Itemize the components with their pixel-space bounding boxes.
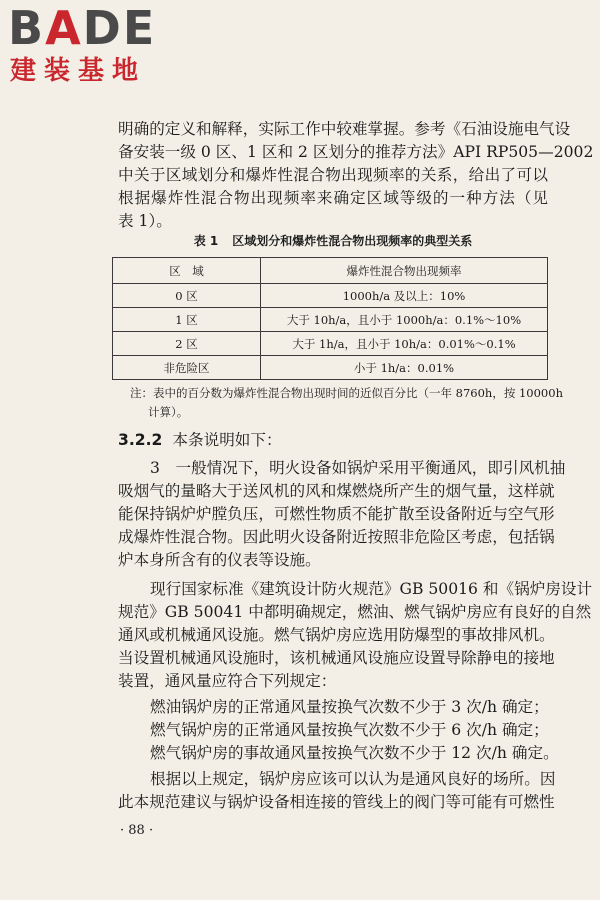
section-title: 本条说明如下： — [172, 431, 282, 449]
table-header-row — [113, 258, 548, 284]
paragraph-line: 现行国家标准《建筑设计防火规范》GB 50016 和《锅炉房设计 — [150, 580, 593, 598]
paragraph-line: 备安装一级 0 区、1 区和 2 区划分的推荐方法》API RP505—2002 — [118, 143, 594, 161]
bade-logo — [8, 1, 180, 94]
paragraph-line: 表 1）。 — [118, 212, 172, 230]
paragraph-line: 根据以上规定，锅炉房应该可以认为是通风良好的场所。因 — [150, 770, 556, 788]
table-cell-frequency: 1000h/a 及以上：10% — [261, 284, 548, 308]
table-cell-zone: 1 区 — [113, 308, 261, 332]
section-number: 3.2.2 — [118, 431, 163, 449]
paragraph-line: 此本规范建议与锅炉设备相连接的管线上的阀门等可能有可燃性 — [118, 793, 555, 811]
logo-wordmark: BADE — [8, 1, 157, 55]
table-cell-frequency: 小于 1h/a：0.01% — [261, 356, 548, 380]
table-header-frequency: 爆炸性混合物出现频率 — [261, 258, 548, 284]
table-header-zone: 区 域 — [113, 258, 261, 284]
table-caption-number: 表 1 — [193, 234, 219, 248]
paragraph-line: 装置，通风量应符合下列规定： — [118, 672, 337, 690]
table-caption — [118, 232, 548, 250]
page-number: · 88 · — [120, 823, 154, 838]
table-row — [113, 308, 548, 332]
table-row — [113, 332, 548, 356]
table-note-continued: 计算）。 — [148, 405, 189, 419]
logo-subtitle: 建装基地 — [10, 56, 147, 86]
table-cell-zone: 2 区 — [113, 332, 261, 356]
table-caption-title: 区域划分和爆炸性混合物出现频率的典型关系 — [232, 234, 473, 248]
paragraph-line: 中关于区域划分和爆炸性混合物出现频率的关系，给出了可以 — [118, 166, 548, 184]
list-item: 燃气锅炉房的事故通风量按换气次数不少于 12 次/h 确定。 — [150, 744, 559, 762]
table-row — [113, 356, 548, 380]
paragraph-line: 成爆炸性混合物。因此明火设备附近按照非危险区考虑，包括锅 — [118, 528, 555, 546]
paragraph-line: 规范》GB 50041 中都明确规定，燃油、燃气锅炉房应有良好的自然 — [118, 603, 592, 621]
table-cell-frequency: 大于 1h/a，且小于 10h/a：0.01%～0.1% — [261, 332, 548, 356]
paragraph-line: 吸烟气的量略大于送风机的风和煤燃烧所产生的烟气量，这样就 — [118, 482, 555, 500]
paragraph-line: 根据爆炸性混合物出现频率来确定区域等级的一种方法（见 — [118, 189, 548, 207]
list-item: 燃油锅炉房的正常通风量按换气次数不少于 3 次/h 确定； — [150, 698, 549, 716]
paragraph-line: 明确的定义和解释，实际工作中较难掌握。参考《石油设施电气设 — [118, 120, 571, 138]
paragraph-line: 通风或机械通风设施。燃气锅炉房应选用防爆型的事故排风机。 — [118, 626, 555, 644]
table-cell-frequency: 大于 10h/a，且小于 1000h/a：0.1%～10% — [261, 308, 548, 332]
paragraph-line: 3 一般情况下，明火设备如锅炉采用平衡通风，即引风机抽 — [150, 459, 566, 477]
paragraph-line: 当设置机械通风设施时，该机械通风设施应设置导除静电的接地 — [118, 649, 555, 667]
table-note: 注：表中的百分数为爆炸性混合物出现时间的近似百分比（一年 8760h，按 10000h — [130, 386, 563, 400]
zone-frequency-table — [112, 257, 548, 380]
table-cell-zone: 0 区 — [113, 284, 261, 308]
list-item: 燃气锅炉房的正常通风量按换气次数不少于 6 次/h 确定； — [150, 721, 549, 739]
paragraph-line: 炉本身所含有的仪表等设施。 — [118, 551, 321, 569]
table-row — [113, 284, 548, 308]
section-heading — [118, 430, 282, 450]
paragraph-line: 能保持锅炉炉膛负压，可燃性物质不能扩散至设备附近与空气形 — [118, 505, 555, 523]
table-cell-zone: 非危险区 — [113, 356, 261, 380]
